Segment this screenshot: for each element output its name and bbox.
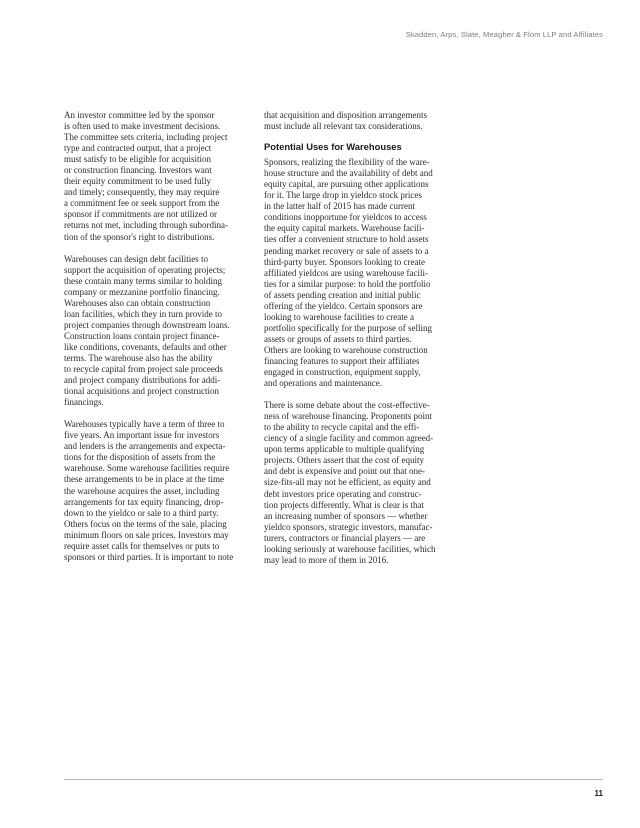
text-line: pending market recovery or sale of assets to a: [264, 245, 429, 256]
text-line: five years. An important issue for investors: [64, 430, 220, 441]
text-line: An investor committee led by the sponsor: [64, 110, 215, 120]
paragraph: [64, 254, 262, 409]
footer-divider: [64, 779, 603, 780]
text-line: down to the yieldco or sale to a third party.: [64, 507, 219, 518]
text-line: ties for a similar purpose: to hold the portfolio: [264, 278, 431, 289]
paragraph: [264, 400, 455, 566]
text-line: Warehouses can design debt facilities to: [64, 253, 208, 264]
text-line: looking seriously at warehouse facilities, which: [264, 543, 436, 554]
text-line: looking to warehouse facilities to create a: [264, 311, 414, 322]
text-line: and lenders is the arrangements and expecta-: [64, 441, 226, 452]
page-number: 11: [594, 789, 603, 798]
text-line: a commitment fee or seek support from the: [64, 198, 220, 209]
text-line: and project company distributions for addi-: [64, 375, 221, 386]
text-line: size-fits-all may not be efficient, as equity and: [264, 477, 431, 488]
running-header: Skadden, Arps, Slate, Meagher & Flom LLP and Affiliates: [405, 30, 603, 39]
text-line: financing features to support their affiliates: [264, 355, 420, 366]
text-line: offering of the yieldco. Certain sponsors are: [264, 300, 423, 311]
text-line: Warehouses also can obtain construction: [64, 297, 211, 308]
text-line: house structure and the availability of debt and: [264, 168, 433, 179]
text-line: assets or groups of assets to third parties.: [264, 333, 412, 344]
right-column: [264, 110, 455, 577]
text-line: support the acquisition of operating projects;: [64, 264, 226, 275]
text-line: ties offer a convenient structure to hold assets: [264, 234, 429, 245]
text-line: to the ability to recycle capital and the effi-: [264, 422, 420, 433]
text-line: project companies through downstream loans.: [64, 319, 230, 330]
text-line: tions for the disposition of assets from the: [64, 452, 216, 463]
text-line: sponsors or third parties. It is important to note: [64, 551, 234, 562]
text-line: loan facilities, which they in turn provide to: [64, 308, 222, 319]
text-line: ciency of a single facility and common agreed-: [264, 433, 434, 444]
text-line: for it. The large drop in yieldco stock prices: [264, 190, 422, 201]
text-line: terms. The warehouse also has the ability: [64, 352, 213, 363]
text-line: portfolio specifically for the purpose of selling: [264, 322, 432, 333]
text-line: Others are looking to warehouse construction: [264, 344, 428, 355]
continued-paragraph: [264, 110, 455, 132]
text-line: or construction financing. Investors want: [64, 165, 212, 176]
text-line: conditions inopportune for yieldcos to access: [264, 212, 427, 223]
text-line: may lead to more of them in 2016.: [264, 554, 389, 565]
text-line: tional acquisitions and project construction: [64, 386, 219, 397]
text-line: affiliated yieldcos are using warehouse facili-: [264, 267, 429, 278]
text-line: type and contracted output, that a project: [64, 143, 212, 154]
text-line: ness of warehouse financing. Proponents point: [264, 411, 432, 422]
text-line: company or mezzanine portfolio financing.: [64, 286, 220, 297]
section-heading: Potential Uses for Warehouses: [264, 141, 402, 153]
text-line: engaged in construction, equipment supply,: [264, 367, 421, 378]
text-line: tion projects differently. What is clear is that: [264, 499, 425, 510]
text-line: these contain many terms similar to holding: [64, 275, 222, 286]
text-line: yieldco sponsors, strategic investors, manufac-: [264, 521, 433, 532]
text-line: an increasing number of sponsors — whether: [264, 510, 428, 521]
paragraph: [64, 419, 262, 563]
text-line: Sponsors, realizing the flexibility of the ware-: [264, 157, 430, 168]
text-line: and operations and maintenance.: [264, 378, 382, 389]
paragraph: [264, 157, 455, 389]
text-line: financings.: [64, 397, 104, 408]
text-line: turers, contractors or financial players — are: [264, 532, 426, 543]
paragraph: [64, 110, 262, 243]
text-line: sponsor if commitments are not utilized or: [64, 209, 217, 220]
text-line: in the latter half of 2015 has made current: [264, 201, 415, 212]
text-line: third-party buyer. Sponsors looking to create: [264, 256, 425, 267]
text-line: returns not met, including through subordina-: [64, 220, 228, 231]
text-line: of assets pending creation and initial public: [264, 289, 421, 300]
text-line: tion of the sponsor's right to distributions.: [64, 231, 215, 242]
text-line: debt investors price operating and construc-: [264, 488, 422, 499]
text-line: Others focus on the terms of the sale, placing: [64, 518, 227, 529]
text-line: like conditions, covenants, defaults and other: [64, 341, 227, 352]
text-line: must satisfy to be eligible for acquisition: [64, 154, 211, 165]
text-line: require asset calls for themselves or puts to: [64, 540, 220, 551]
text-line: upon terms applicable to multiple qualifying: [264, 444, 425, 455]
text-line: to recycle capital from project sale proceeds: [64, 364, 223, 375]
text-line: the warehouse acquires the asset, including: [64, 485, 220, 496]
text-line: these arrangements to be in place at the time: [64, 474, 224, 485]
text-line: and timely; consequently, they may require: [64, 187, 220, 198]
text-line: Warehouses typically have a term of three to: [64, 419, 225, 430]
left-column: [64, 110, 262, 574]
text-line: arrangements for tax equity financing, drop-: [64, 496, 224, 507]
text-line: that acquisition and disposition arrangements: [264, 110, 427, 120]
text-line: Construction loans contain project finance-: [64, 330, 220, 341]
text-line: is often used to make investment decisions.: [64, 121, 221, 132]
text-line: the equity capital markets. Warehouse facili-: [264, 223, 425, 234]
text-line: projects. Others assert that the cost of equity: [264, 455, 424, 466]
text-line: must include all relevant tax considerations.: [264, 121, 423, 132]
text-line: warehouse. Some warehouse facilities require: [64, 463, 230, 474]
text-line: There is some debate about the cost-effective-: [264, 400, 430, 411]
text-line: The committee sets criteria, including project: [64, 132, 228, 143]
text-line: and debt is expensive and point out that one-: [264, 466, 425, 477]
text-line: minimum floors on sale prices. Investors may: [64, 529, 229, 540]
text-line: equity capital, are pursuing other applications: [264, 179, 429, 190]
text-line: their equity commitment to be used fully: [64, 176, 211, 187]
